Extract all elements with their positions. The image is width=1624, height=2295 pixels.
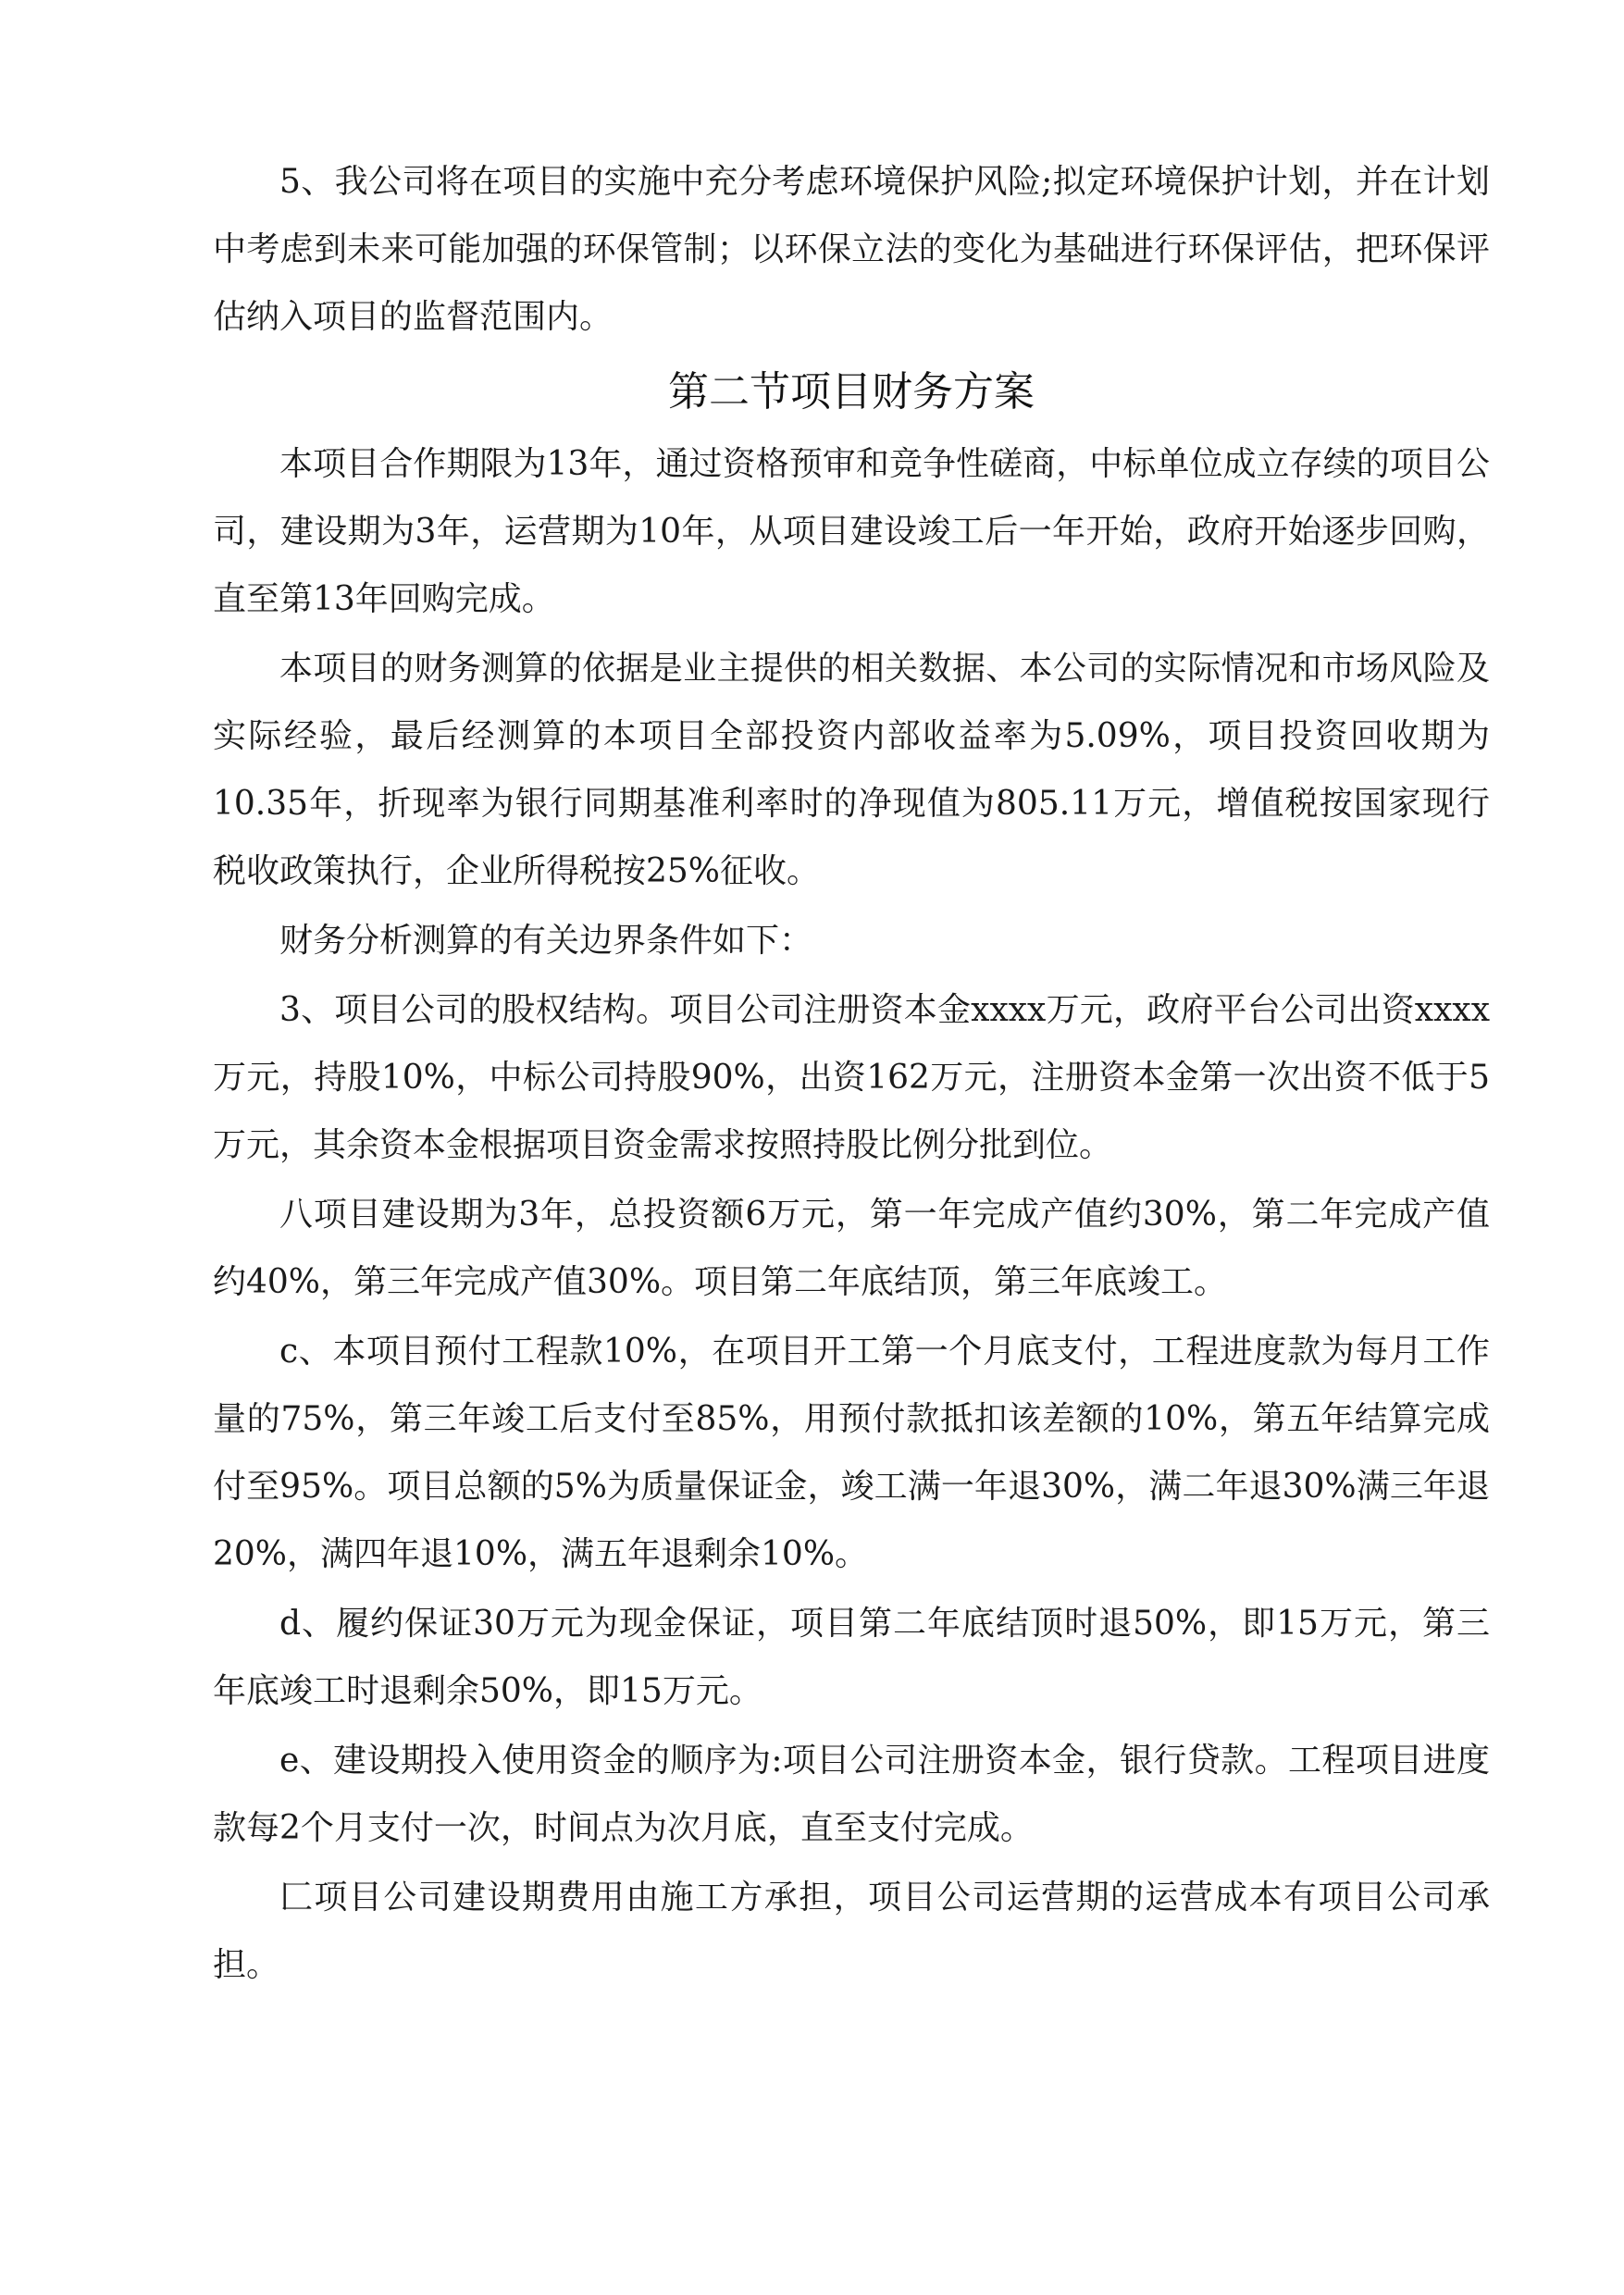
paragraph-payment-terms: c、本项目预付工程款10%，在项目开工第一个月底支付，工程进度款为每月工作量的75%，第三年竣工后支付至85%，用预付款抵扣该差额的10%，第五年结算完成付至95%。项目总额的5%为质量保证金，竣工满一年退30%，满二年退30%满三年退20%，满四年退10%，满五年退剩余10%。 <box>213 1333 1490 1573</box>
paragraph-performance-bond: d、履约保证30万元为现金保证，项目第二年底结顶时退50%，即15万元，第三年底竣工时退剩余50%，即15万元。 <box>213 1605 1490 1710</box>
section-title: 第二节项目财务方案 <box>668 368 1035 416</box>
paragraph-cooperation-period: 本项目合作期限为13年，通过资格预审和竞争性磋商，中标单位成立存续的项目公司，建设期为3年，运营期为10年，从项目建设竣工后一年开始，政府开始逐步回购，直至第13年回购完成。 <box>213 445 1490 618</box>
paragraph-construction-period: 八项目建设期为3年，总投资额6万元，第一年完成产值约30%，第二年完成产值约40%，第三年完成产值30%。项目第二年底结顶，第三年底竣工。 <box>213 1196 1490 1301</box>
paragraph-equity-structure: 3、项目公司的股权结构。项目公司注册资本金xxxx万元，政府平台公司出资xxxx万元，持股10%，中标公司持股90%，出资162万元，注册资本金第一次出资不低于5万元，其余资本金根据项目资金需求按照持股比例分批到位。 <box>213 991 1490 1164</box>
document-body <box>213 148 1490 2001</box>
paragraph-financial-basis: 本项目的财务测算的依据是业主提供的相关数据、本公司的实际情况和市场风险及实际经验，最后经测算的本项目全部投资内部收益率为5.09%，项目投资回收期为10.35年，折现率为银行同期基准利率时的净现值为805.11万元，增值税按国家现行税收政策执行，企业所得税按25%征收。 <box>213 650 1490 890</box>
paragraph-boundary-intro: 财务分析测算的有关边界条件如下： <box>279 922 813 960</box>
paragraph-environment-risk: 5、我公司将在项目的实施中充分考虑环境保护风险;拟定环境保护计划，并在计划中考虑到未来可能加强的环保管制；以环保立法的变化为基础进行环保评估，把环保评估纳入项目的监督范围内。 <box>213 163 1490 336</box>
paragraph-operating-costs: 匚项目公司建设期费用由施工方承担，项目公司运营期的运营成本有项目公司承担。 <box>213 1879 1490 1984</box>
paragraph-funding-order: e、建设期投入使用资金的顺序为:项目公司注册资本金，银行贷款。工程项目进度款每2个月支付一次，时间点为次月底，直至支付完成。 <box>213 1742 1490 1847</box>
